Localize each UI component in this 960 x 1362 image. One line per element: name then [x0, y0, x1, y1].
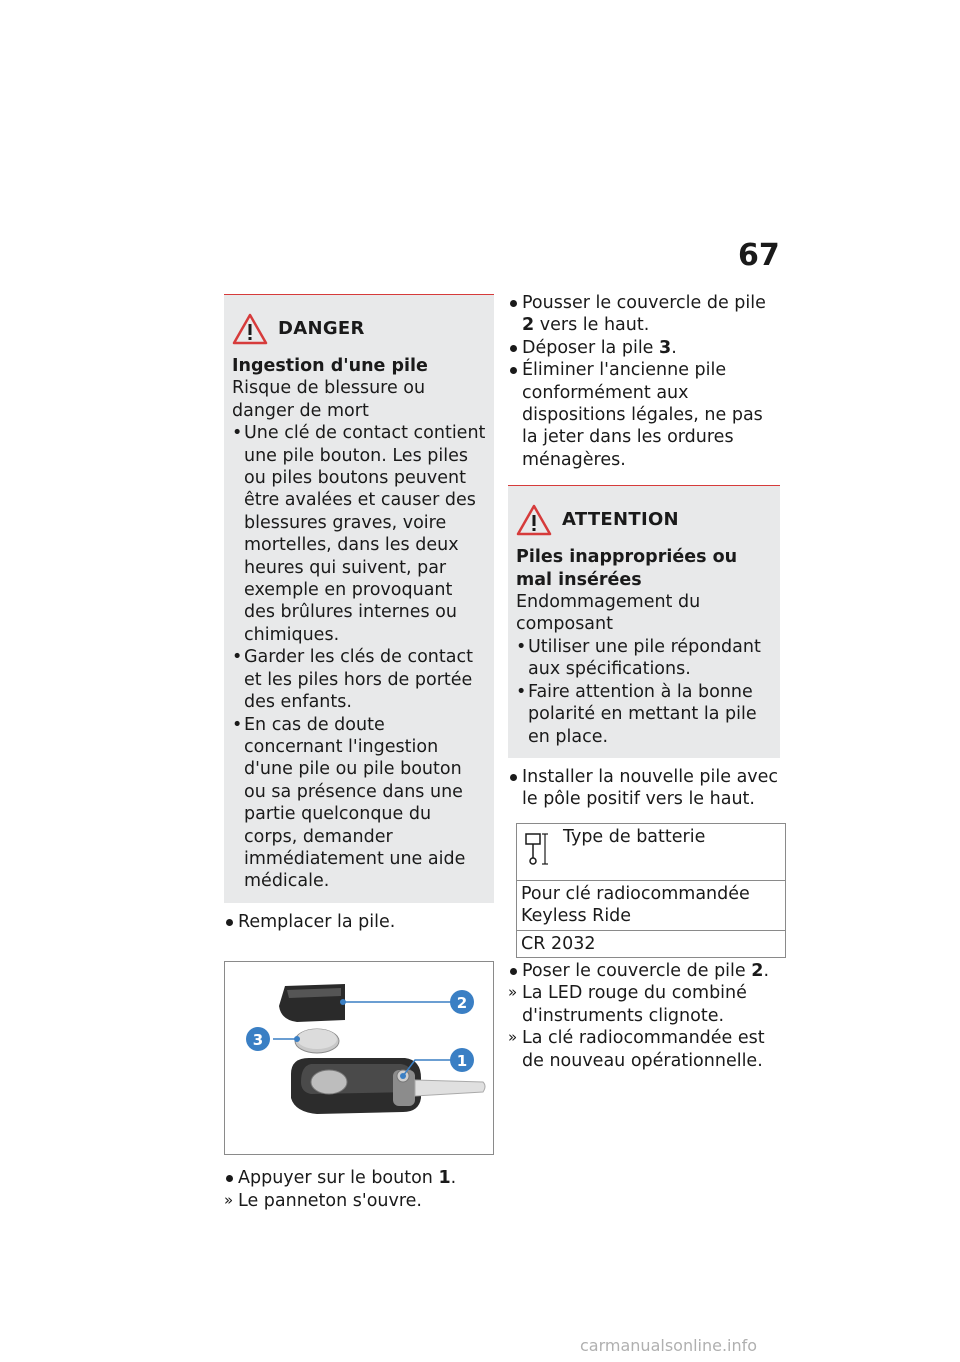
danger-bullet: • En cas de doute concernant l'ingestion d'une pile ou pile bouton ou sa présence dans une partie quelconque du corps, demander immédiatement une aide médicale. — [232, 714, 486, 893]
result-chevron-icon: » — [224, 1190, 234, 1209]
step-dispose: Éliminer l'ancienne pile conformément aux dispositions légales, ne pas la jeter dans les ordures ménagères. — [508, 359, 780, 471]
right-column — [508, 292, 780, 1072]
step-push-cover: Pousser le couvercle de pile 2 vers le haut. — [508, 292, 780, 337]
attention-bullet: • Utiliser une pile répondant aux spécifications. — [516, 636, 772, 681]
step-dot — [226, 919, 233, 926]
step-press-button: Appuyer sur le bouton 1. — [224, 1167, 494, 1189]
callout-2: 2 — [456, 994, 468, 1013]
battery-spec-table — [516, 823, 786, 958]
danger-subheading: Risque de blessure ou danger de mort — [232, 378, 426, 421]
attention-heading: Piles inappropriées ou mal insérées — [516, 547, 738, 590]
step-replace: Remplacer la pile. — [224, 911, 494, 933]
result-opens: » Le panneton s'ouvre. — [224, 1190, 422, 1211]
attention-bullet: • Faire attention à la bonne polarité en mettant la pile en place. — [516, 681, 772, 748]
warning-triangle-icon — [516, 504, 552, 536]
step-install: Installer la nouvelle pile avec le pôle positif vers le haut. — [508, 766, 780, 811]
warning-triangle-icon — [232, 313, 268, 345]
danger-heading: Ingestion d'une pile — [232, 356, 428, 376]
step-fit-cover: Poser le couvercle de pile 2. — [508, 960, 780, 982]
callout-1: 1 — [456, 1052, 468, 1071]
page-number: 67 — [738, 238, 780, 273]
step-dot — [510, 968, 517, 975]
step-dot — [510, 367, 517, 374]
attention-box — [508, 485, 780, 758]
attention-list — [516, 636, 772, 748]
result-ready: » La clé radiocommandée est de nouveau opérationnelle. — [508, 1028, 765, 1071]
step-dot — [510, 300, 517, 307]
danger-list — [232, 422, 486, 893]
step-dot — [510, 774, 517, 781]
attention-title: ATTENTION — [562, 509, 679, 531]
step-dot — [510, 345, 517, 352]
attention-header — [516, 504, 772, 536]
battery-spec-icon — [523, 830, 549, 866]
danger-box — [224, 294, 494, 903]
attention-subheading: Endommagement du composant — [516, 592, 701, 635]
key-illustration — [225, 962, 493, 1154]
danger-bullet: • Une clé de contact contient une pile bouton. Les piles ou piles boutons peuvent être avalées et causer des blessures graves, voire mortelles, dans les deux heures qui suivent, par exemple en provoquant des brûlures internes ou chimiques. — [232, 422, 486, 646]
spec-table-header: Type de batterie — [517, 823, 786, 880]
result-chevron-icon: » — [508, 1028, 518, 1047]
step-dot — [226, 1175, 233, 1182]
danger-header — [232, 313, 486, 345]
callout-3: 3 — [252, 1031, 264, 1050]
watermark: carmanualsonline.info — [580, 1336, 758, 1355]
step-remove-battery: Déposer la pile 3. — [508, 337, 780, 359]
danger-bullet: • Garder les clés de contact et les piles hors de portée des enfants. — [232, 646, 486, 713]
spec-table-value: CR 2032 — [517, 930, 786, 957]
spec-table-row: Pour clé radiocommandée Keyless Ride — [517, 880, 786, 930]
danger-title: DANGER — [278, 317, 365, 339]
key-battery-figure — [224, 961, 494, 1155]
result-led: » La LED rouge du combiné d'instruments clignote. — [508, 983, 747, 1026]
result-chevron-icon: » — [508, 983, 518, 1002]
left-column — [224, 294, 494, 1212]
